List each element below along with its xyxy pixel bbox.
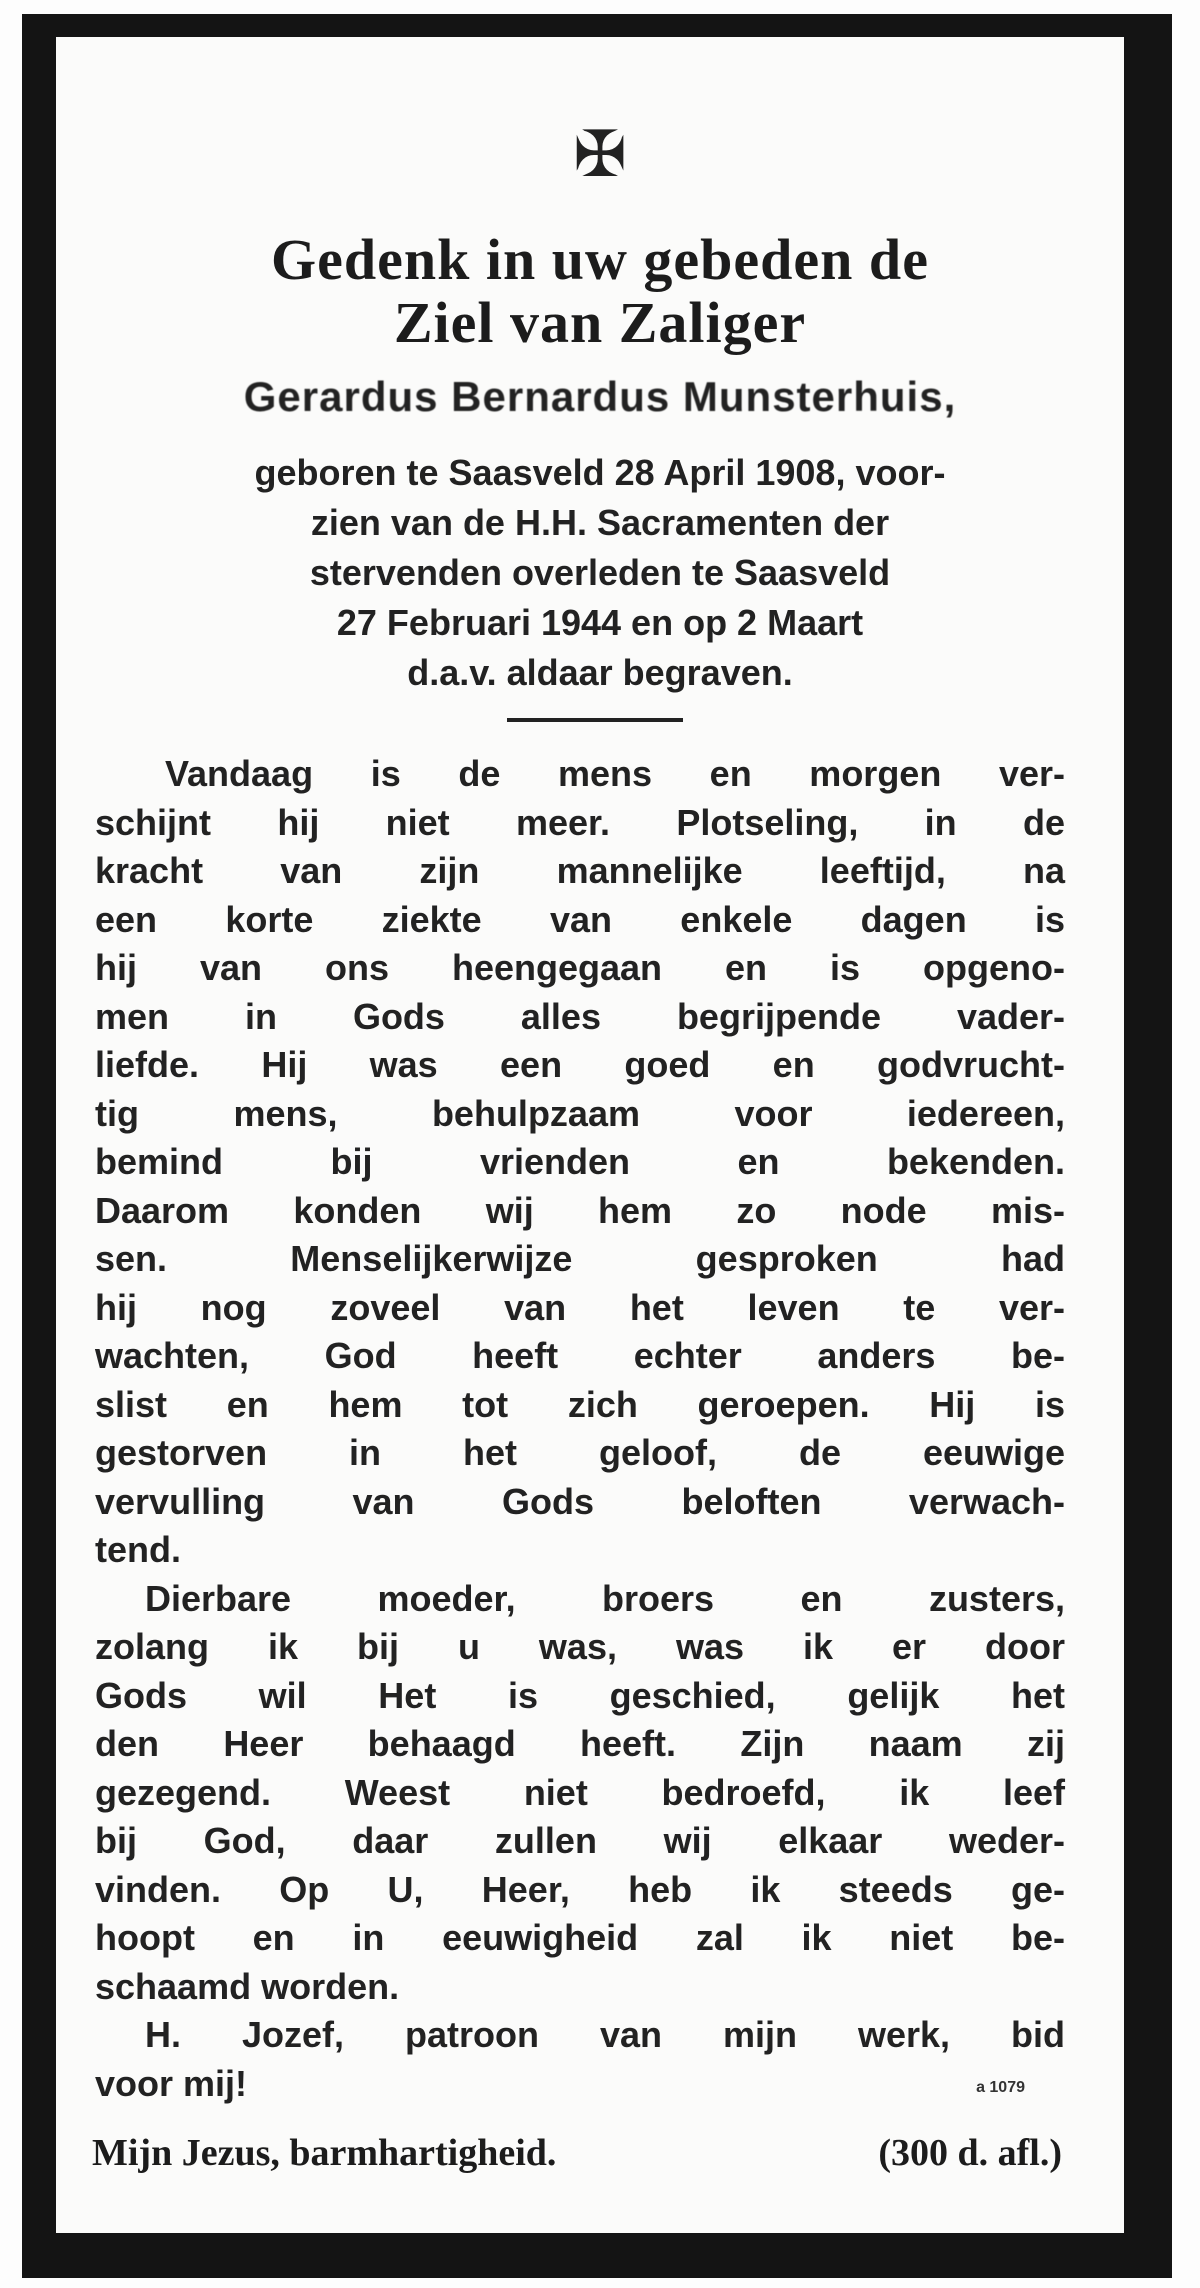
body-line-text: kracht van zijn mannelijke leeftijd, na xyxy=(95,850,1065,891)
footer-prayer: Mijn Jezus, barmhartigheid. xyxy=(92,2132,557,2174)
body-line-text: zolang ik bij u was, was ik er door xyxy=(95,1626,1065,1667)
body-line xyxy=(95,896,1065,945)
body-line-text: Vandaag is de mens en morgen ver- xyxy=(165,753,1065,794)
body-line-text: voor mij! xyxy=(95,2062,248,2104)
intro-line: geboren te Saasveld 28 April 1908, voor- xyxy=(254,452,946,493)
body-line-text: vinden. Op U, Heer, heb ik steeds ge- xyxy=(95,1868,1065,1910)
body-line-text: schijnt hij niet meer. Plotseling, in de xyxy=(95,801,1065,843)
body-line xyxy=(95,1866,1065,1915)
body-line-text: bemind bij vrienden en bekenden. xyxy=(95,1141,1065,1182)
body-line xyxy=(95,2011,1065,2060)
body-line-text: een korte ziekte van enkele dagen is xyxy=(95,898,1065,940)
intro-line: d.a.v. aldaar begraven. xyxy=(407,652,793,693)
intro-block xyxy=(0,448,1200,698)
body-line-text: schaamd worden. xyxy=(95,1965,400,2007)
body-line xyxy=(95,1284,1065,1333)
printer-code: a 1079 xyxy=(976,2078,1025,2096)
body-line xyxy=(95,1769,1065,1818)
body-line xyxy=(95,1914,1065,1963)
heading-line-2: Ziel van Zaliger xyxy=(393,290,807,355)
body-line-text: Daarom konden wij hem zo node mis- xyxy=(95,1189,1065,1231)
body-line-text: men in Gods alles begrijpende vader- xyxy=(95,995,1065,1037)
body-line-text: liefde. Hij was een goed en godvrucht- xyxy=(95,1044,1065,1085)
body-line-text: den Heer behaagd heeft. Zijn naam zij xyxy=(95,1723,1065,1764)
body-line xyxy=(95,1381,1065,1430)
footer-indulgence: (300 d. afl.) xyxy=(878,2132,1062,2174)
body-line xyxy=(95,799,1065,848)
body-line-text: sen. Menselijkerwijze gesproken had xyxy=(95,1238,1065,1279)
body-line xyxy=(95,1041,1065,1090)
body-line-text: gezegend. Weest niet bedroefd, ik leef xyxy=(95,1771,1065,1813)
body-line xyxy=(95,1332,1065,1381)
intro-line: zien van de H.H. Sacramenten der xyxy=(310,502,890,543)
body-line xyxy=(95,2060,1065,2109)
body-line xyxy=(95,1526,1065,1575)
body-line xyxy=(95,1478,1065,1527)
intro-line: stervenden overleden te Saasveld xyxy=(309,552,891,593)
body-line xyxy=(95,1090,1065,1139)
deceased-name: Gerardus Bernardus Munsterhuis, xyxy=(243,373,957,420)
body-line-text: hoopt en in eeuwigheid zal ik niet be- xyxy=(95,1917,1065,1958)
body-line xyxy=(95,1187,1065,1236)
body-line-text: hij van ons heengegaan en is opgeno- xyxy=(95,947,1065,988)
heading-line-1: Gedenk in uw gebeden de xyxy=(271,227,929,292)
body-line-text: bij God, daar zullen wij elkaar weder- xyxy=(95,1820,1065,1861)
body-line xyxy=(95,847,1065,896)
body-line xyxy=(95,944,1065,993)
cross-pattee-icon: ✠ xyxy=(573,118,627,192)
body-line xyxy=(95,1138,1065,1187)
body-line xyxy=(95,1672,1065,1721)
body-line xyxy=(95,1235,1065,1284)
intro-line: 27 Februari 1944 en op 2 Maart xyxy=(336,602,864,643)
body-line xyxy=(95,1623,1065,1672)
body-line xyxy=(95,1429,1065,1478)
body-line-text: tig mens, behulpzaam voor iedereen, xyxy=(95,1092,1065,1134)
body-line-text: H. Jozef, patroon van mijn werk, bid xyxy=(145,2014,1065,2055)
body-line xyxy=(95,1963,1065,2012)
body-line-text: Dierbare moeder, broers en zusters, xyxy=(145,1577,1065,1619)
divider-rule xyxy=(507,718,683,722)
body-line-text: gestorven in het geloof, de eeuwige xyxy=(95,1432,1065,1473)
body-line-text: wachten, God heeft echter anders be- xyxy=(95,1335,1065,1376)
body-line xyxy=(95,750,1065,799)
body-line-text: Gods wil Het is geschied, gelijk het xyxy=(95,1674,1065,1716)
body-text xyxy=(95,750,1065,2108)
body-line-text: slist en hem tot zich geroepen. Hij is xyxy=(95,1383,1065,1425)
body-line-text: hij nog zoveel van het leven te ver- xyxy=(95,1286,1065,1328)
body-line xyxy=(95,993,1065,1042)
body-line-text: tend. xyxy=(95,1529,181,1570)
body-line xyxy=(95,1817,1065,1866)
body-line xyxy=(95,1720,1065,1769)
body-line xyxy=(95,1575,1065,1624)
body-line-text: vervulling van Gods beloften verwach- xyxy=(95,1480,1065,1522)
footer-line xyxy=(92,2128,1062,2178)
